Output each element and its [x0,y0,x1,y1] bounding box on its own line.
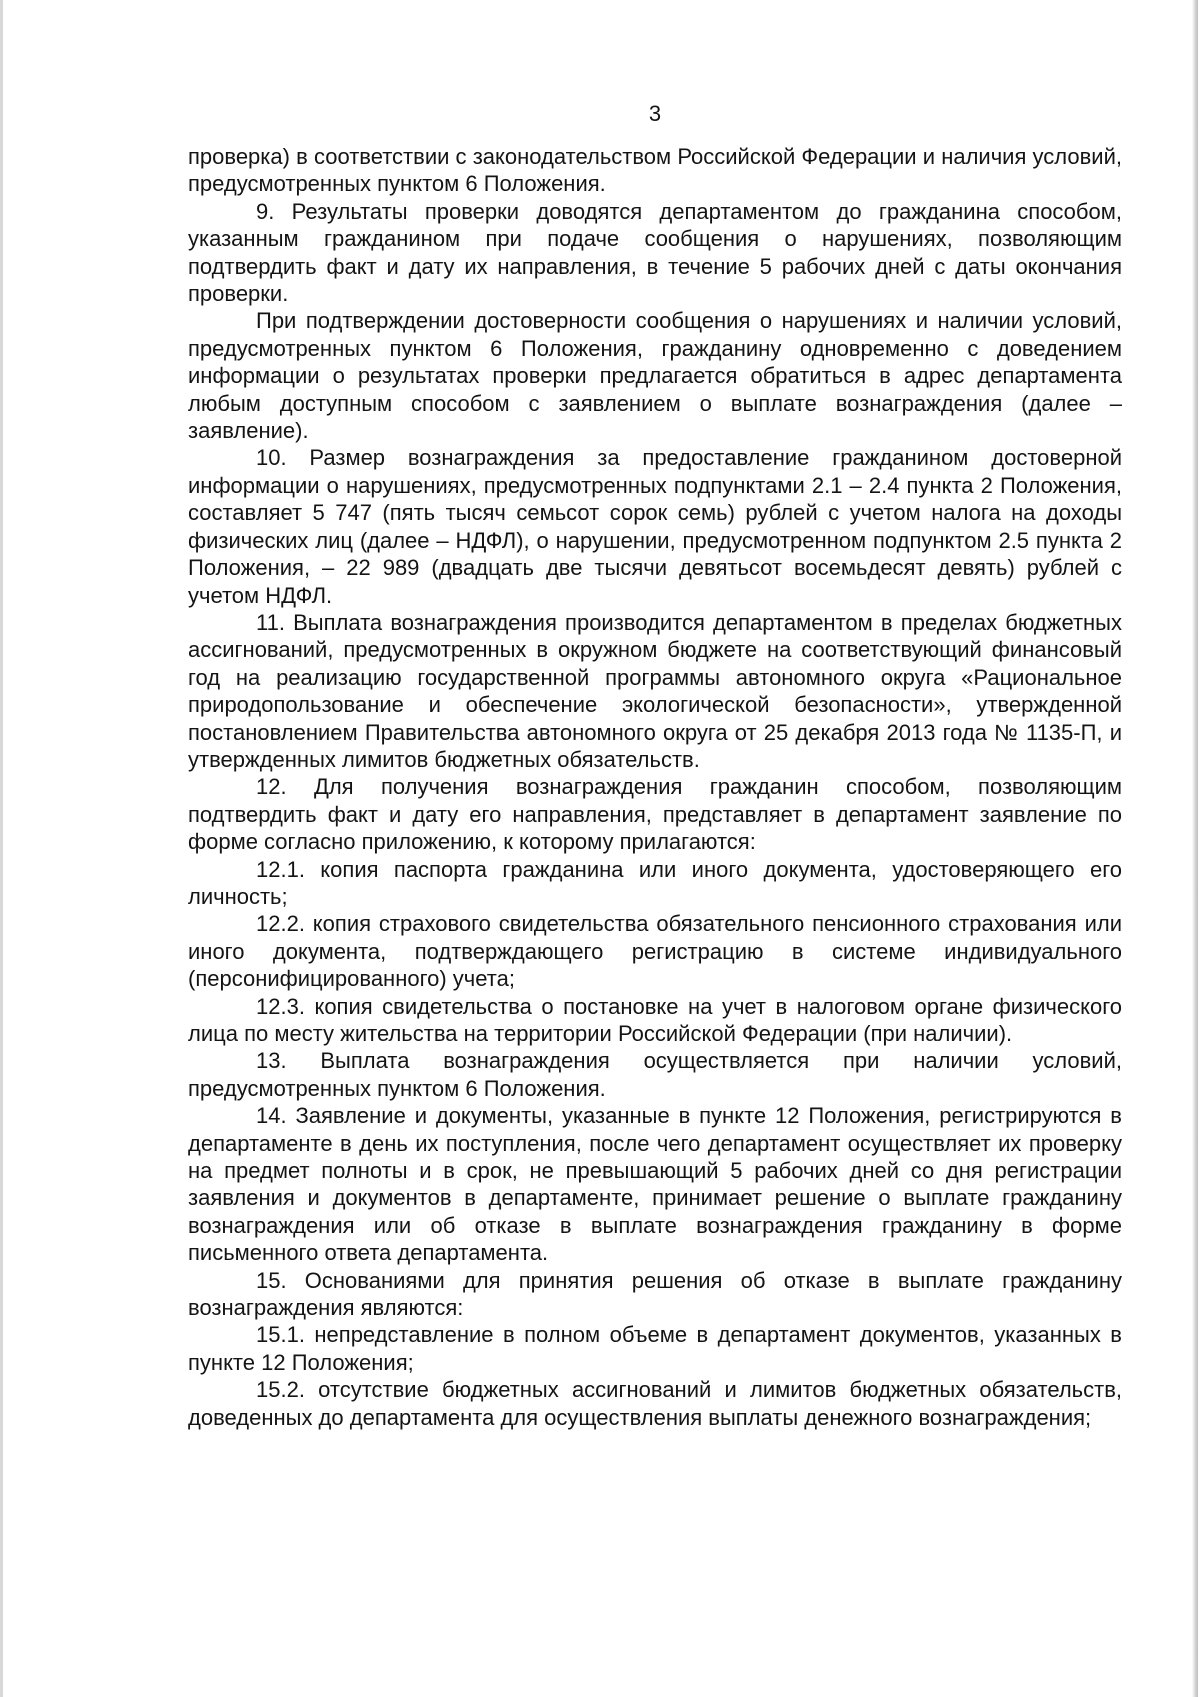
paragraph-10: 10. Размер вознаграждения за предоставление гражданином достоверной информации о нарушениях, предусмотренных подпунктами 2.1 – 2.4 пункта 2 Положения, составляет 5 747 (пять тысяч семьсот сорок семь) рублей с учетом налога на доходы физических лиц (далее – НДФЛ), о нарушении, предусмотренном подпунктом 2.5 пункта 2 Положения, – 22 989 (двадцать две тысячи девятьсот восемьдесят девять) рублей с учетом НДФЛ. [188,445,1122,608]
paragraph-continuation-8: проверка) в соответствии с законодательством Российской Федерации и наличия условий, предусмотренных пунктом 6 Положения. [188,144,1122,197]
page-number: 3 [648,101,662,126]
paragraph-14: 14. Заявление и документы, указанные в пункте 12 Положения, регистрируются в департаменте в день их поступления, после чего департамент осуществляет их проверку на предмет полноты и в срок, не превышающий 5 рабочих дней со дня регистрации заявления и документов в департаменте, принимает решение о выплате гражданину вознаграждения или об отказе в выплате вознаграждения гражданину в форме письменного ответа департамента. [188,1103,1122,1266]
paragraph-13: 13. Выплата вознаграждения осуществляется при наличии условий, предусмотренных пунктом 6 Положения. [188,1048,1122,1101]
paragraph-12: 12. Для получения вознаграждения гражданин способом, позволяющим подтвердить факт и дату его направления, представляет в департамент заявление по форме согласно приложению, к которому прилагаются: [188,774,1122,855]
paragraph-15-2: 15.2. отсутствие бюджетных ассигнований и лимитов бюджетных обязательств, доведенных до департамента для осуществления выплаты денежного вознаграждения; [188,1377,1122,1430]
paragraph-15: 15. Основаниями для принятия решения об отказе в выплате гражданину вознаграждения являются: [188,1267,1122,1321]
paragraph-15-1: 15.1. непредставление в полном объеме в департамент документов, указанных в пункте 12 Положения; [188,1322,1122,1375]
paragraph-11: 11. Выплата вознаграждения производится департаментом в пределах бюджетных ассигнований, предусмотренных в окружном бюджете на соответствующий финансовый год на реализацию государственной программы автономного округа «Рациональное природопользование и обеспечение экологической безопасности», утвержденной постановлением Правительства автономного округа от 25 декабря 2013 года № 1135-П, и утвержденных лимитов бюджетных обязательств. [188,609,1122,772]
paragraph-12-1: 12.1. копия паспорта гражданина или иного документа, удостоверяющего его личность; [188,856,1122,909]
document-body [188,143,1122,1431]
scan-right-edge [1192,0,1198,1697]
scan-left-edge [0,0,3,1697]
paragraph-12-2: 12.2. копия страхового свидетельства обязательного пенсионного страхования или иного документа, подтверждающего регистрацию в системе индивидуального (персонифицированного) учета; [188,911,1122,992]
paragraph-9: 9. Результаты проверки доводятся департаментом до гражданина способом, указанным гражданином при подаче сообщения о нарушениях, позволяющим подтвердить факт и дату их направления, в течение 5 рабочих дней с даты окончания проверки. [188,198,1122,307]
paragraph-9-continuation: При подтверждении достоверности сообщения о нарушениях и наличии условий, предусмотренных пунктом 6 Положения, гражданину одновременно с доведением информации о результатах проверки предлагается обратиться в адрес департамента любым доступным способом с заявлением о выплате вознаграждения (далее – заявление). [188,308,1122,444]
paragraph-12-3: 12.3. копия свидетельства о постановке на учет в налоговом органе физического лица по месту жительства на территории Российской Федерации (при наличии). [188,993,1122,1046]
